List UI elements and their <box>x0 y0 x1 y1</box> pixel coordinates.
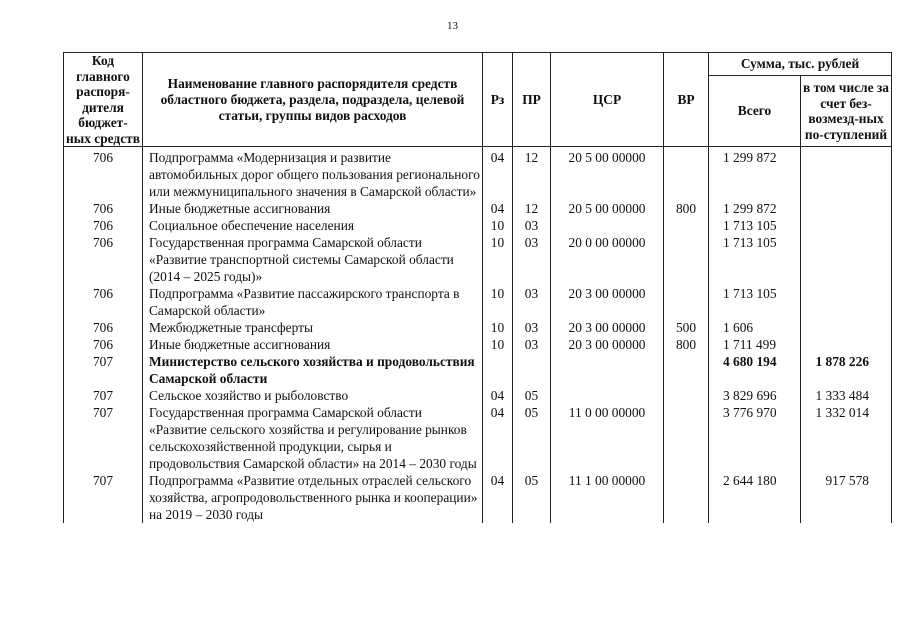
header-pr: ПР <box>513 53 551 147</box>
cell-rz: 10 <box>483 336 513 353</box>
cell-rz: 04 <box>483 200 513 217</box>
table-row <box>64 319 892 336</box>
cell-rz: 04 <box>483 147 513 201</box>
cell-rz: 04 <box>483 387 513 404</box>
cell-code: 707 <box>64 404 143 472</box>
cell-name: Сельское хозяйство и рыболовство <box>143 387 483 404</box>
cell-vr <box>664 387 709 404</box>
cell-name: Подпрограмма «Развитие пассажирского транспорта в Самарской области» <box>143 285 483 319</box>
cell-csr: 11 0 00 00000 <box>551 404 664 472</box>
cell-vr <box>664 234 709 285</box>
cell-csr: 11 1 00 00000 <box>551 472 664 523</box>
cell-incl <box>801 200 892 217</box>
cell-vr <box>664 147 709 201</box>
cell-pr: 03 <box>513 285 551 319</box>
table-body <box>64 147 892 524</box>
cell-vr <box>664 285 709 319</box>
cell-pr: 12 <box>513 147 551 201</box>
header-code: Код главного распоря-дителя бюджет-ных средств <box>64 53 143 147</box>
cell-vr <box>664 472 709 523</box>
cell-incl: 1 333 484 <box>801 387 892 404</box>
cell-code: 707 <box>64 387 143 404</box>
cell-pr: 03 <box>513 319 551 336</box>
table-row <box>64 147 892 201</box>
cell-code: 706 <box>64 319 143 336</box>
cell-total: 1 713 105 <box>709 285 801 319</box>
cell-csr: 20 5 00 00000 <box>551 200 664 217</box>
cell-name: Государственная программа Самарской области «Развитие транспортной системы Самарской области (2014 – 2025 годы)» <box>143 234 483 285</box>
cell-total: 1 606 <box>709 319 801 336</box>
cell-vr: 800 <box>664 336 709 353</box>
cell-vr <box>664 404 709 472</box>
cell-pr: 05 <box>513 404 551 472</box>
table-row <box>64 404 892 472</box>
cell-incl: 917 578 <box>801 472 892 523</box>
cell-name: Государственная программа Самарской области «Развитие сельского хозяйства и регулирование рынков сельскохозяйственной продукции, сырья и продовольствия Самарской области» на 2014 – 2030 годы <box>143 404 483 472</box>
cell-csr: 20 5 00 00000 <box>551 147 664 201</box>
cell-total: 3 776 970 <box>709 404 801 472</box>
cell-name: Межбюджетные трансферты <box>143 319 483 336</box>
cell-total: 1 711 499 <box>709 336 801 353</box>
cell-incl: 1 878 226 <box>801 353 892 387</box>
cell-code: 706 <box>64 336 143 353</box>
cell-rz <box>483 353 513 387</box>
cell-incl <box>801 285 892 319</box>
cell-rz: 10 <box>483 319 513 336</box>
cell-total: 1 713 105 <box>709 234 801 285</box>
cell-rz: 10 <box>483 234 513 285</box>
header-csr: ЦСР <box>551 53 664 147</box>
cell-incl <box>801 217 892 234</box>
cell-rz: 10 <box>483 217 513 234</box>
cell-csr: 20 0 00 00000 <box>551 234 664 285</box>
budget-table <box>63 52 892 523</box>
table-row <box>64 200 892 217</box>
cell-code: 706 <box>64 200 143 217</box>
table-row <box>64 234 892 285</box>
cell-name: Иные бюджетные ассигнования <box>143 336 483 353</box>
cell-total: 1 299 872 <box>709 200 801 217</box>
header-total: Всего <box>709 76 801 147</box>
cell-pr: 03 <box>513 234 551 285</box>
cell-csr <box>551 353 664 387</box>
cell-name: Социальное обеспечение населения <box>143 217 483 234</box>
cell-code: 706 <box>64 285 143 319</box>
cell-pr: 05 <box>513 387 551 404</box>
cell-csr: 20 3 00 00000 <box>551 336 664 353</box>
table-row <box>64 387 892 404</box>
table-row <box>64 285 892 319</box>
table-row <box>64 336 892 353</box>
cell-vr <box>664 353 709 387</box>
cell-rz: 04 <box>483 404 513 472</box>
cell-incl <box>801 319 892 336</box>
header-name: Наименование главного распорядителя средств областного бюджета, раздела, подраздела, целевой статьи, группы видов расходов <box>143 53 483 147</box>
header-sum: Сумма, тыс. рублей <box>709 53 892 76</box>
cell-pr: 03 <box>513 217 551 234</box>
cell-code: 706 <box>64 147 143 201</box>
cell-csr <box>551 217 664 234</box>
cell-incl <box>801 234 892 285</box>
table-row <box>64 217 892 234</box>
cell-name: Подпрограмма «Развитие отдельных отраслей сельского хозяйства, агропродовольственного рынка и кооперации» на 2019 – 2030 годы <box>143 472 483 523</box>
cell-code: 706 <box>64 234 143 285</box>
cell-total: 4 680 194 <box>709 353 801 387</box>
cell-vr <box>664 217 709 234</box>
cell-name: Иные бюджетные ассигнования <box>143 200 483 217</box>
cell-name: Министерство сельского хозяйства и продовольствия Самарской области <box>143 353 483 387</box>
cell-incl <box>801 147 892 201</box>
cell-total: 1 299 872 <box>709 147 801 201</box>
cell-rz: 04 <box>483 472 513 523</box>
cell-code: 707 <box>64 472 143 523</box>
cell-pr: 03 <box>513 336 551 353</box>
cell-name: Подпрограмма «Модернизация и развитие автомобильных дорог общего пользования регионального или межмуниципального значения в Самарской области» <box>143 147 483 201</box>
page-number: 13 <box>447 20 458 32</box>
cell-total: 1 713 105 <box>709 217 801 234</box>
header-vr: ВР <box>664 53 709 147</box>
cell-total: 2 644 180 <box>709 472 801 523</box>
cell-pr: 05 <box>513 472 551 523</box>
table-row <box>64 353 892 387</box>
table-row <box>64 472 892 523</box>
cell-vr: 800 <box>664 200 709 217</box>
header-incl: в том числе за счет без-возмезд-ных по-ступлений <box>801 76 892 147</box>
cell-pr: 12 <box>513 200 551 217</box>
cell-csr <box>551 387 664 404</box>
header-rz: Рз <box>483 53 513 147</box>
cell-csr: 20 3 00 00000 <box>551 319 664 336</box>
cell-pr <box>513 353 551 387</box>
cell-rz: 10 <box>483 285 513 319</box>
cell-total: 3 829 696 <box>709 387 801 404</box>
cell-code: 706 <box>64 217 143 234</box>
cell-incl <box>801 336 892 353</box>
cell-code: 707 <box>64 353 143 387</box>
cell-csr: 20 3 00 00000 <box>551 285 664 319</box>
table-header <box>64 53 892 147</box>
cell-vr: 500 <box>664 319 709 336</box>
cell-incl: 1 332 014 <box>801 404 892 472</box>
